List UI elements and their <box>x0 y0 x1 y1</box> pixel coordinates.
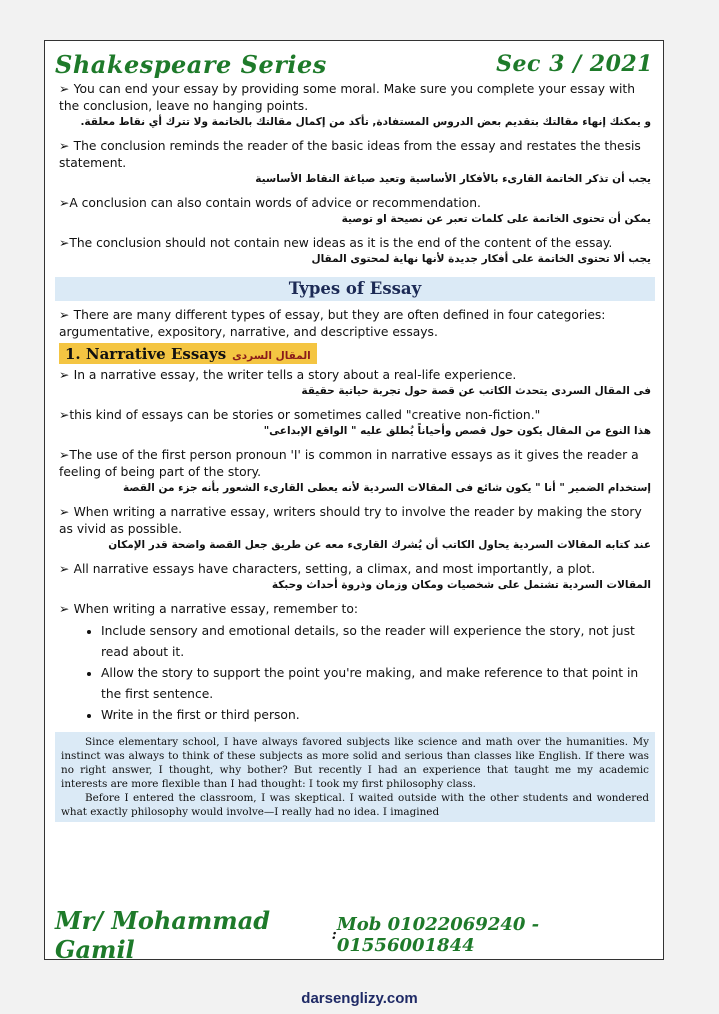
author-name: Mr/ Mohammad Gamil <box>55 906 271 964</box>
arabic-translation: هذا النوع من المقال يكون حول قصص وأحياناً يُطلق عليه " الواقع الإبداعى" <box>263 425 651 437</box>
page-header <box>55 47 653 81</box>
section-year: Sec 3 / 2021 <box>496 51 653 77</box>
narrative-heading-text: 1. Narrative Essays <box>65 345 227 363</box>
footer-separator: : <box>331 927 337 943</box>
narrative-point: ➢ All narrative essays have characters, setting, a climax, and most importantly, a plot. المقالات السردية تشتمل على شخصيات ومكان وزمان وذروة أحداث وحبكة <box>59 562 651 591</box>
narrative-point: ➢The use of the first person pronoun 'I' is common in narrative essays as it gives the reader a feeling of being part of the story. إستخدام الضمير " أنا " يكون شائع فى المقالات السردية لأنه يعطى القارىء الشعور بأنه جزء من القصة <box>59 448 651 494</box>
arrow-icon: ➢ <box>59 408 70 422</box>
narrative-point: ➢ When writing a narrative essay, writers should try to involve the reader by making the story as vivid as possible. عند كتابه المقالات السردية يحاول الكاتب أن يُشرك القارىء معه عن طريق جعل القصة واضحة قدر الإمكان <box>59 505 651 551</box>
conclusion-point: ➢ You can end your essay by providing some moral. Make sure you complete your essay with the conclusion, leave no hanging points. و يمكنك إنهاء مقالتك بتقديم بعض الدروس المستفادة, تأكد من إكمال مقالتك بالخاتمة ولا تترك أي نقاط معلقة. <box>59 82 651 128</box>
list-item: • Include sensory and emotional details, so the reader will experience the story, not just read about it. <box>101 621 651 663</box>
conclusion-point: ➢ The conclusion reminds the reader of the basic ideas from the essay and restates the thesis statement. يجب أن تذكر الخاتمة القارىء بالأفكار الأساسية وتعيد صياغة النقاط الأساسية <box>59 139 651 185</box>
arabic-translation: و يمكنك إنهاء مقالتك بتقديم بعض الدروس المستفادة, تأكد من إكمال مقالتك بالخاتمة ولا تترك أي نقاط معلقة. <box>80 116 651 128</box>
document-page <box>44 40 664 964</box>
website-watermark: darsenglizy.com <box>301 990 418 1007</box>
series-title: Shakespeare Series <box>55 49 327 79</box>
list-item: • Write in the first or third person. <box>101 705 651 726</box>
arabic-translation: إستخدام الضمير " أنا " يكون شائع فى المقالات السردية لأنه يعطى القارىء الشعور بأنه جزء من القصة <box>123 482 651 494</box>
arabic-translation: المقالات السردية تشتمل على شخصيات ومكان وزمان وذروة أحداث وحبكة <box>271 579 651 591</box>
conclusion-point: ➢The conclusion should not contain new ideas as it is the end of the content of the essay. يجب ألا تحتوى الخاتمة على أفكار جديدة لأنها نهاية لمحتوى المقال <box>59 236 651 265</box>
arrow-icon: ➢ <box>59 562 74 576</box>
arrow-icon: ➢ <box>59 448 70 462</box>
arabic-translation: يمكن أن تحتوى الخاتمة على كلمات تعبر عن نصيحة او توصية <box>341 213 651 225</box>
arabic-translation: يجب ألا تحتوى الخاتمة على أفكار جديدة لأنها نهاية لمحتوى المقال <box>311 253 651 265</box>
arrow-icon: ➢ <box>59 505 74 519</box>
types-intro: ➢ There are many different types of essay, but they are often defined in four categories: argumentative, expository, narrative, and descriptive essays. <box>59 308 606 339</box>
conclusion-point: ➢A conclusion can also contain words of advice or recommendation. يمكن أن تحتوى الخاتمة على كلمات تعبر عن نصيحة او توصية <box>59 196 651 225</box>
page-footer <box>55 906 653 964</box>
remember-list <box>59 621 651 726</box>
remember-intro: ➢ When writing a narrative essay, remember to: <box>59 602 358 616</box>
arabic-translation: عند كتابه المقالات السردية يحاول الكاتب أن يُشرك القارىء معه عن طريق جعل القصة واضحة قدر الإمكان <box>108 539 651 551</box>
arrow-icon: ➢ <box>59 196 70 210</box>
page-content <box>59 81 651 822</box>
narrative-point: ➢this kind of essays can be stories or sometimes called "creative non-fiction." هذا النوع من المقال يكون حول قصص وأحياناً يُطلق عليه " الواقع الإبداعى" <box>59 408 651 437</box>
arrow-icon: ➢ <box>59 236 70 250</box>
arrow-icon: ➢ <box>59 368 74 382</box>
arrow-icon: ➢ <box>59 139 74 153</box>
narrative-point: ➢ In a narrative essay, the writer tells a story about a real-life experience. فى المقال السردى يتحدث الكاتب عن قصة حول تجربة حياتية حقيقة <box>59 368 651 397</box>
arrow-icon: ➢ <box>59 602 74 616</box>
arrow-icon: ➢ <box>59 308 74 322</box>
list-item: • Allow the story to support the point you're making, and make reference to that point in the first sentence. <box>101 663 651 705</box>
types-heading: Types of Essay <box>55 277 655 301</box>
narrative-heading <box>59 343 317 364</box>
sample-paragraph: Before I entered the classroom, I was skeptical. I waited outside with the other students and wondered what exactly philosophy would involve—I really had no idea. I imagined <box>61 792 649 818</box>
sample-paragraph: Since elementary school, I have always favored subjects like science and math over the humanities. My instinct was always to think of these subjects as more solid and serious than classes like English. If there was no right answer, I thought, why bother? But recently I had an experience that taught me my academic interests are more flexible than I had thought: I took my first philosophy class. <box>61 736 649 790</box>
arabic-translation: يجب أن تذكر الخاتمة القارىء بالأفكار الأساسية وتعيد صياغة النقاط الأساسية <box>255 173 651 185</box>
narrative-heading-arabic: المقال السردى <box>232 350 311 362</box>
mobile-numbers: Mob 01022069240 - 01556001844 <box>336 914 540 956</box>
arabic-translation: فى المقال السردى يتحدث الكاتب عن قصة حول تجربة حياتية حقيقة <box>301 385 651 397</box>
arrow-icon: ➢ <box>59 82 74 96</box>
sample-essay <box>55 732 655 822</box>
